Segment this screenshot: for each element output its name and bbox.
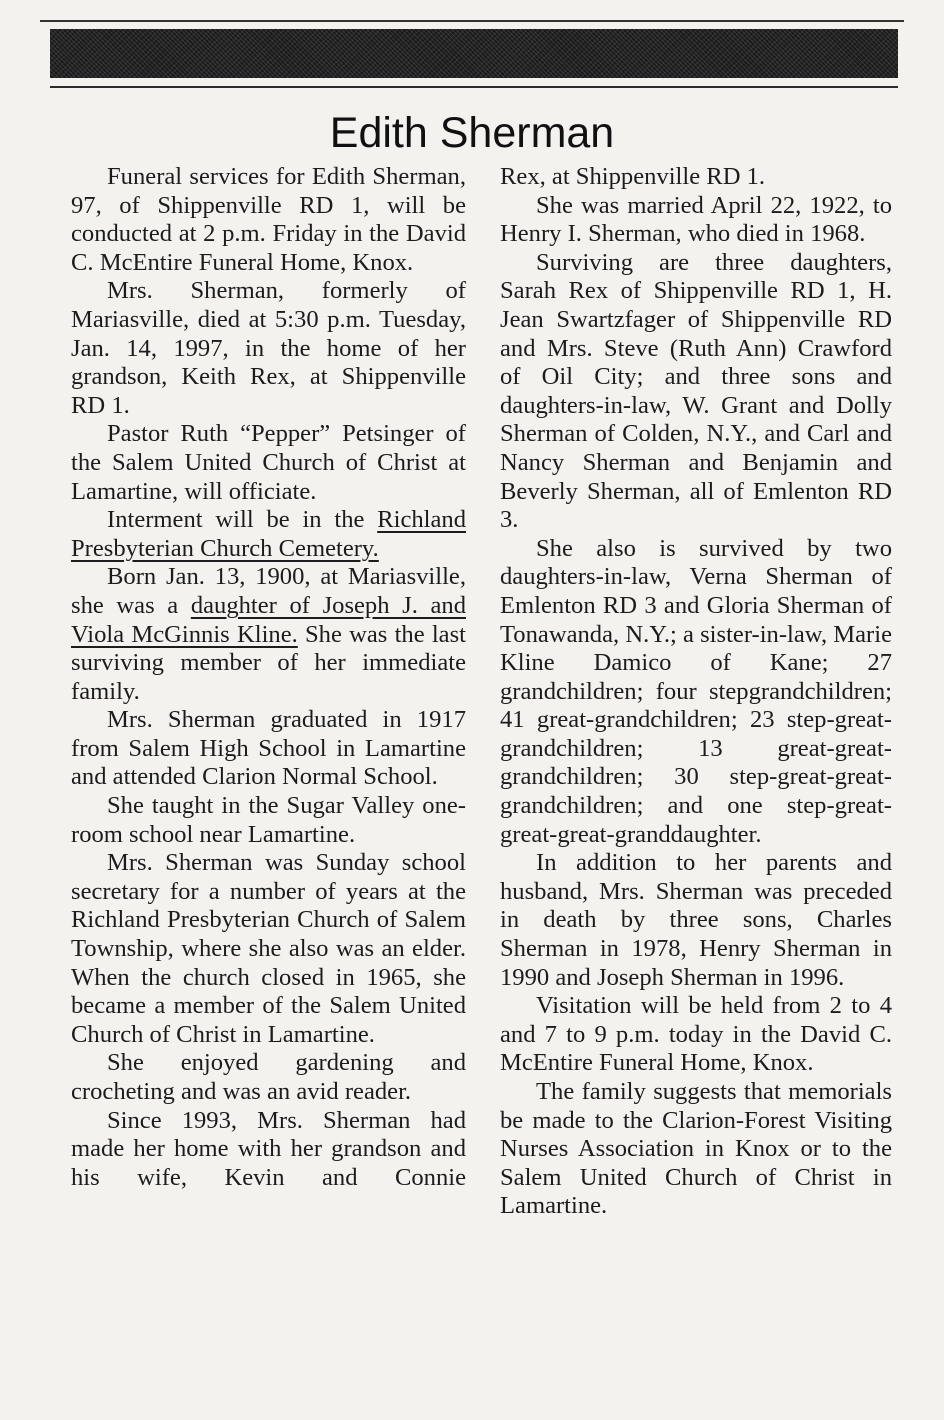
- left-column: [71, 163, 466, 1192]
- paragraph-preceded-in-death: In addition to her parents and husband, Mrs. Sherman was preceded in death by three sons, Charles Sherman in 1978, Henry Sherman in 1990 and Joseph Sherman in 1996.: [500, 849, 892, 991]
- birth-parents-underlined: daughter of Joseph J. and Viola McGinnis Kline.: [71, 591, 466, 648]
- right-column: [500, 163, 892, 1221]
- paragraph-birth: [71, 563, 466, 706]
- interment-text: Interment will be in the: [107, 506, 378, 534]
- paragraph-marriage: She was married April 22, 1922, to Henry I. Sherman, who died in 1968.: [500, 191, 892, 248]
- paragraph-residence-continued: Rex, at Shippenville RD 1.: [500, 163, 766, 190]
- paragraph-teaching: She taught in the Sugar Valley one-room school near Lamartine.: [71, 792, 466, 848]
- paragraph-death-details: Mrs. Sherman, formerly of Mariasville, died at 5:30 p.m. Tuesday, Jan. 14, 1997, in the home of her grandson, Keith Rex, at Shippenville RD 1.: [71, 277, 466, 419]
- paragraph-survivors-extended: She also is survived by two daughters-in-law, Verna Sherman of Emlenton RD 3 and Gloria Sherman of Tonawanda, N.Y.; a sister-in-law, Marie Kline Damico of Kane; 27 grandchildren; four stepgrandchildren; 41 great-grandchildren; 23 step-great-grandchildren; 13 great-great-grandchildren; 30 step-great-great-grandchildren; and one step-great-great-great-granddaughter.: [500, 534, 892, 848]
- paragraph-church: Mrs. Sherman was Sunday school secretary for a number of years at the Richland Presbyterian Church of Salem Township, where she also was an elder. When the church closed in 1965, she became a member of the Salem United Church of Christ in Lamartine.: [71, 849, 466, 1048]
- paragraph-visitation: Visitation will be held from 2 to 4 and 7 to 9 p.m. today in the David C. McEntire Funeral Home, Knox.: [500, 992, 892, 1077]
- header-banner: [50, 29, 898, 78]
- paragraph-education: Mrs. Sherman graduated in 1917 from Salem High School in Lamartine and attended Clarion Normal School.: [71, 706, 466, 791]
- birth-text-suffix: She was the last surviving member of her immediate family.: [71, 620, 467, 705]
- obituary-title: Edith Sherman: [329, 109, 615, 157]
- paragraph-hobbies: She enjoyed gardening and crocheting and was an avid reader.: [71, 1049, 466, 1105]
- paragraph-memorials: The family suggests that memorials be made to the Clarion-Forest Visiting Nurses Association in Knox or to the Salem United Church of Christ in Lamartine.: [500, 1078, 892, 1220]
- paragraph-survivors: Surviving are three daughters, Sarah Rex of Shippenville RD 1, H. Jean Swartzfager of Shippenville RD and Mrs. Steve (Ruth Ann) Crawford of Oil City; and three sons and daughters-in-law, W. Grant and Dolly Sherman of Colden, N.Y., and Carl and Nancy Sherman and Benjamin and Beverly Sherman, all of Emlenton RD 3.: [500, 248, 892, 534]
- paragraph-officiant: Pastor Ruth “Pepper” Petsinger of the Salem United Church of Christ at Lamartine, will officiate.: [71, 420, 466, 505]
- paragraph-interment: [71, 506, 466, 563]
- banner-underline: [50, 86, 898, 88]
- top-rule: [40, 20, 904, 22]
- paragraph-residence: Since 1993, Mrs. Sherman had made her home with her grandson and his wife, Kevin and Connie: [71, 1106, 466, 1191]
- interment-cemetery-underlined: Richland Presbyterian Church Cemetery.: [71, 506, 466, 562]
- birth-text: Born Jan. 13, 1900, at Mariasville, she was a: [71, 563, 466, 619]
- paragraph-funeral-services: Funeral services for Edith Sherman, 97, of Shippenville RD 1, will be conducted at 2 p.m. Friday in the David C. McEntire Funeral Home, Knox.: [71, 163, 466, 276]
